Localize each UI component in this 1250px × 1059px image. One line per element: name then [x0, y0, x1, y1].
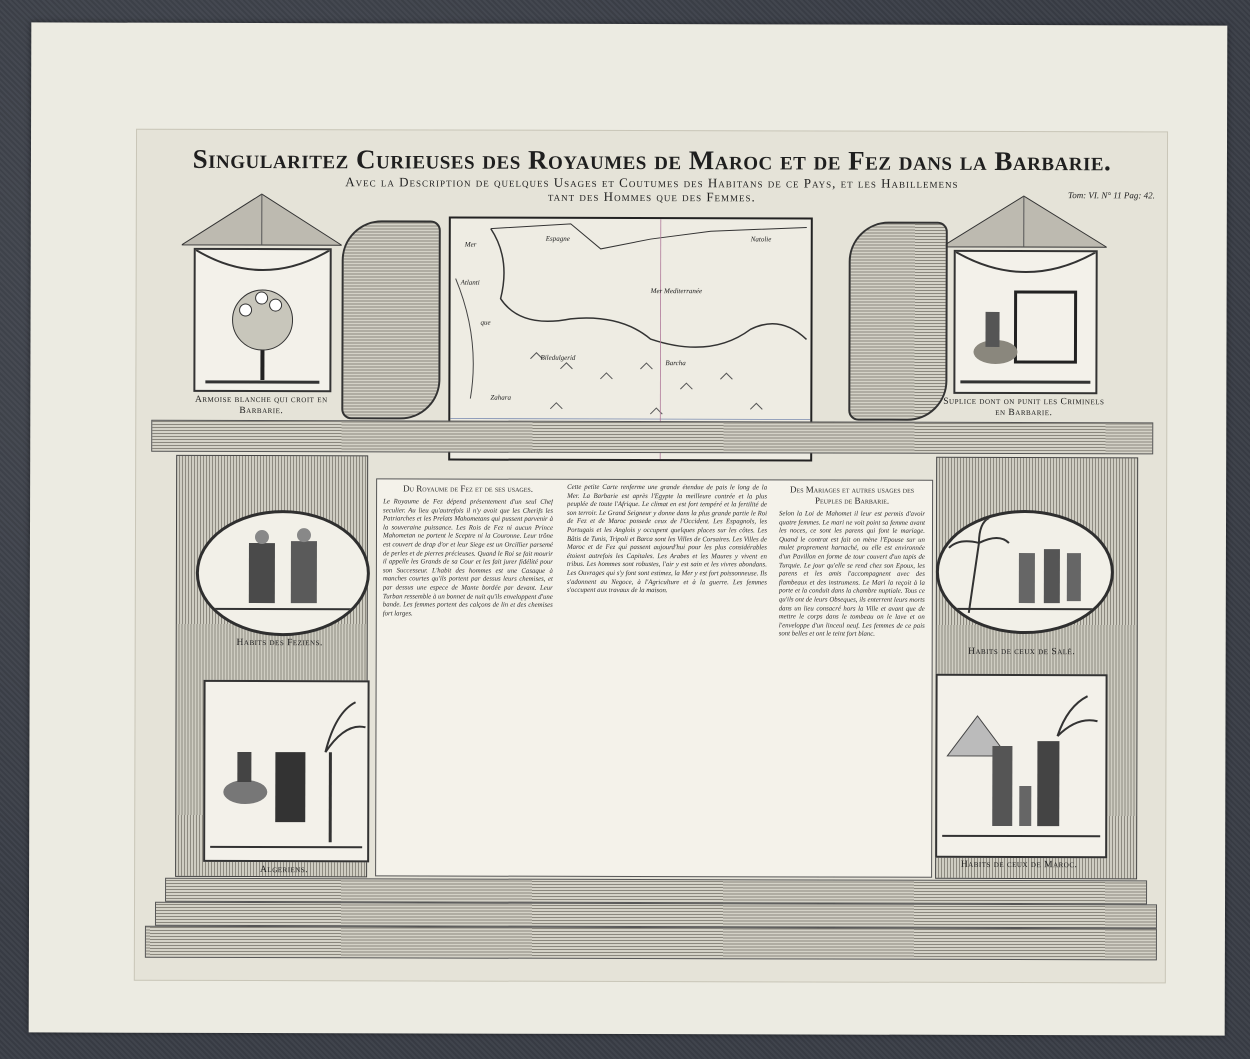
text-body-mariages: Selon la Loi de Mahomet il leur est permis d'avoir quatre femmes. Le mari ne voit point sa femme avant les noces, ce sont les parens qui font le mariage. Quand le contrat est fait on mène l'Epouse sur un mulet proprement harnaché, ou elle est environnée d'un Pavillon en forme de tour couvert d'un tapis de Turquie. Le jour qu'elle se rend chez son Epoux, les parens et les amis l'accompagnent avec des flambeaux et des instrumens. Le Mari la reçoit à la porte et la conduit dans la chambre nuptiale. Tous ce qu'ils ont de leurs Obseques, ils enterrent leurs morts dans un lieu consacré hors la Ville et avant que de mettre le corps dans le tombeau on le lave et on l'enveloppe d'un linceul neuf. Les femmes de ce pais sont belles et ont le teint fort blanc. — [778, 510, 926, 638]
plant-icon — [195, 250, 329, 390]
scroll-ornament-right — [848, 222, 948, 421]
caption-algeriens: Algeriens. — [260, 865, 309, 876]
family-scene-icon — [937, 676, 1105, 856]
map-label: Natolie — [750, 235, 772, 244]
caption-sale: Habits de ceux de Salé. — [968, 646, 1076, 658]
text-column-carte — [566, 484, 767, 870]
title-line-2: Avec la Description de quelques Usages et Coutumes des Habitans de ce Pays, et les Habillemens — [345, 174, 959, 191]
scroll-ornament-left — [341, 220, 441, 419]
text-body-carte: Cette petite Carte renferme une grande étendue de pais le long de la Mer. La Barbarie est après l'Egypte la meilleure contrée et la plus peuplée de toute l'Afrique. Le climat en est fort tempéré et la fertilité de son terroir. Le Grand Seigneur y donne dans la plus grande partie le Roi de Fez et de Maroc possede ceux de l'Occident. Les Espagnols, les Portugais et les Anglois y occupent quelques places sur les côtes. Les Bâtis de Tunis, Tripoli et Barca sont les Villes de Corsaires. Les Villes de Maroc et de Fez qui passent aujourd'hui pour les plus considérables étoient autrefois les Capitales. Les Arabes et les Maures y vivent en tribus. Les hommes sont robustes, l'air y est sain et les vivres abondans. Les Ouvrages qui s'y font sont estimez, la Mer y est fort poissonneuse. Ils s'adonnent au Negoce, à l'Agriculture et à la guerre. Les femmes s'occupent aux travaux de la maison. — [566, 483, 768, 595]
engraved-plate — [134, 129, 1168, 984]
map-label: Mer — [464, 240, 477, 249]
map-label: Atlanti — [460, 278, 480, 287]
plinth-middle — [155, 902, 1157, 929]
map-label: Zahara — [490, 393, 511, 402]
figures-icon — [199, 513, 367, 633]
map-label: Mer Mediterranée — [650, 287, 703, 296]
caption-feziens: Habits des Feziens. — [236, 637, 323, 649]
map-label: Biledulgerid — [540, 353, 576, 362]
map-label: Barcha — [665, 359, 686, 368]
pavilion-roof-right — [942, 192, 1107, 252]
maroc-image — [935, 674, 1107, 858]
armoise-plant-image — [193, 248, 331, 392]
pavilion-roof-left — [182, 190, 342, 250]
text-body-fez: Le Royaume de Fez dépend présentement d'un seul Chef seculier. Au lieu qu'autrefois il n'y avoit que les Cherifs les Patriarches et les Prelats Mahometans qui pussent parvenir à la souveraine puissance. Les Rois de Fez ni aucun Prince Mahometan ne portent le Sceptre ni la Couronne. Leur trône est couvert de drap d'or et leur Siege est un Orcillier parsemé de perles et de pierres précieuses. Quand le Roi se fait mourir il appelle les Grands de sa Cour et les fait jurer fidélité pour son Successeur. L'habit des hommes est une Casaque à manches courtes qu'ils portent par dessus leurs chemises, et par dessus une espece de Mante bordée par devant. Leur Turban ressemble à un bonnet de nuit qu'ils enveloppent d'une bande. Les femmes portent des calçons de lin et des chemises fort larges. — [382, 498, 554, 618]
plinth-lower — [145, 926, 1157, 961]
upper-entablature — [151, 420, 1153, 455]
caption-maroc: Habits de ceux de Maroc. — [960, 859, 1078, 871]
algeriens-image — [203, 680, 369, 862]
text-column-fez — [382, 483, 553, 868]
left-pavilion — [181, 190, 342, 420]
text-heading-mariages: Des Mariages et autres usages des Peuples de Barbarie. — [790, 484, 915, 506]
paper-sheet — [29, 22, 1228, 1035]
right-pavilion — [941, 192, 1107, 422]
tome-reference: Tom: VI. N° 11 Pag: 42. — [1068, 190, 1155, 201]
feziens-image — [196, 510, 370, 636]
text-heading-fez: Du Royaume de Fez et de ses usages. — [403, 483, 534, 494]
plinth-upper — [165, 878, 1147, 905]
punishment-scene-icon — [955, 252, 1095, 392]
rider-scene-icon — [205, 682, 367, 860]
sale-image — [936, 510, 1114, 634]
title-line-3: tant des Hommes que des Femmes. — [547, 188, 756, 205]
caption-suplice: Suplice dont on punit les Criminels en Barbarie. — [943, 396, 1105, 419]
suplice-image — [953, 250, 1097, 394]
caption-armoise: Armoise blanche qui croit en Barbarie. — [194, 394, 328, 417]
figures-palm-icon — [939, 513, 1111, 631]
text-panel — [375, 478, 933, 877]
map-label: Espagne — [545, 234, 570, 243]
text-column-mariages — [778, 484, 925, 869]
map-label: que — [480, 318, 491, 327]
title-line-1: Singularitez Curieuses des Royaumes de Maroc et de Fez dans la Barbarie. — [192, 143, 1112, 177]
